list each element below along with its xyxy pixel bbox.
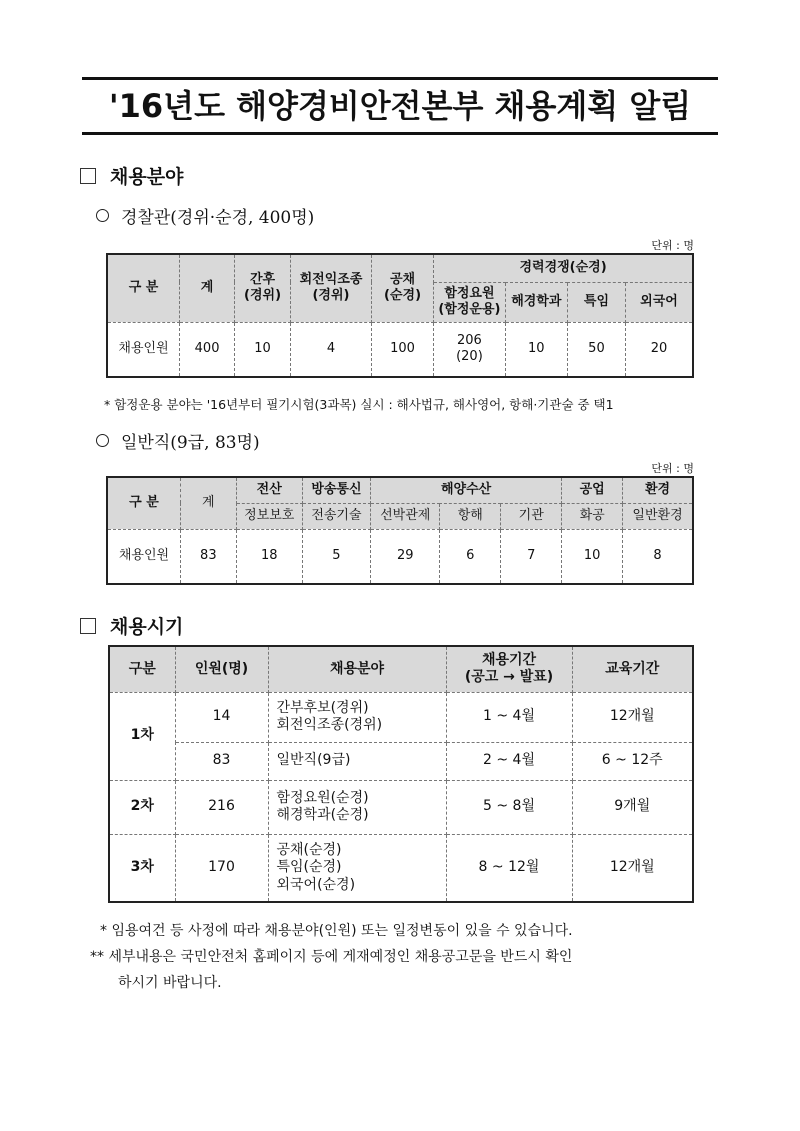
cell-period: 5 ~ 8월: [446, 780, 572, 834]
cell-fields: 일반직(9급): [268, 742, 446, 780]
cell-training: 12개월: [572, 692, 693, 742]
checkbox-square-icon: [80, 618, 96, 634]
title-bottom-rule: [82, 132, 718, 135]
cell-period: 2 ~ 4월: [446, 742, 572, 780]
table-row: [109, 834, 693, 902]
row-label: 채용인원: [107, 322, 180, 377]
row-label: 채용인원: [107, 529, 181, 584]
header-training: 교육기간: [572, 646, 693, 692]
cell-period: 8 ~ 12월: [446, 834, 572, 902]
header-field: 채용분야: [268, 646, 446, 692]
header-sub: 일반환경: [623, 503, 693, 529]
footnote-details-line1: ** 세부내용은 국민안전처 홈페이지 등에 게재예정인 채용공고문을 반드시 확인: [90, 949, 573, 965]
header-pilot: 회전익조종 (경위): [291, 254, 372, 322]
header-total: 계: [180, 254, 235, 322]
header-total: 계: [181, 477, 237, 529]
circle-bullet-icon: [96, 434, 109, 447]
cell-value: 29: [371, 529, 440, 584]
header-maritime-dept: 해경학과: [505, 282, 567, 322]
header-group-broadcast: 방송통신: [302, 477, 370, 503]
cell-round: 1차: [109, 692, 175, 780]
table-row: [109, 692, 693, 742]
header-sub: 전송기술: [302, 503, 370, 529]
cell-period: 1 ~ 4월: [446, 692, 572, 742]
cell-round: 2차: [109, 780, 175, 834]
cell-value: 6: [440, 529, 501, 584]
cell-training: 12개월: [572, 834, 693, 902]
section-heading-recruit-timing: [80, 612, 183, 639]
police-footnote: * 함정운용 분야는 '16년부터 필기시험(3과목) 실시 : 해사법규, 해사영어, 항해·기관술 중 택1: [104, 397, 614, 412]
cell-people: 14: [175, 692, 268, 742]
header-sub: 화공: [562, 503, 623, 529]
header-sub: 선박관제: [371, 503, 440, 529]
cell-maritime-dept: 10: [505, 322, 567, 377]
header-sub: 항해: [440, 503, 501, 529]
table-row: [107, 529, 693, 584]
cell-training: 9개월: [572, 780, 693, 834]
cell-pilot: 4: [291, 322, 372, 377]
page-title: '16년도 해양경비안전본부 채용계획 알림: [108, 87, 692, 125]
header-group-it: 전산: [236, 477, 302, 503]
table-row: [109, 742, 693, 780]
header-round: 구분: [109, 646, 175, 692]
cell-people: 170: [175, 834, 268, 902]
subheading-police: [96, 203, 314, 228]
cell-total: 400: [180, 322, 235, 377]
recruit-schedule-table: [108, 645, 694, 903]
header-nurse: 간후 (경위): [235, 254, 291, 322]
title-top-rule: [82, 77, 718, 80]
checkbox-square-icon: [80, 168, 96, 184]
header-special: 특임: [567, 282, 625, 322]
cell-fields: 공채(순경) 특임(순경) 외국어(순경): [268, 834, 446, 902]
section-heading-text: 채용시기: [110, 616, 184, 638]
police-recruit-table: [106, 253, 694, 378]
cell-language: 20: [625, 322, 693, 377]
cell-people: 83: [175, 742, 268, 780]
header-group-environment: 환경: [623, 477, 693, 503]
cell-fields: 함정요원(순경) 해경학과(순경): [268, 780, 446, 834]
unit-label: 단위 : 명: [651, 462, 694, 475]
table-row: [107, 322, 693, 377]
unit-label: 단위 : 명: [651, 239, 694, 252]
cell-people: 216: [175, 780, 268, 834]
cell-value: 18: [236, 529, 302, 584]
header-career-group: 경력경쟁(순경): [434, 254, 693, 282]
cell-ship: 206 (20): [434, 322, 506, 377]
cell-value: 10: [562, 529, 623, 584]
cell-open: 100: [371, 322, 433, 377]
section-heading-recruit-fields: [80, 162, 183, 189]
header-sub: 기관: [501, 503, 562, 529]
cell-nurse: 10: [235, 322, 291, 377]
cell-training: 6 ~ 12주: [572, 742, 693, 780]
header-open: 공채 (순경): [371, 254, 433, 322]
header-ship: 함정요원 (함정운용): [434, 282, 506, 322]
header-sub: 정보보호: [236, 503, 302, 529]
cell-value: 5: [302, 529, 370, 584]
circle-bullet-icon: [96, 209, 109, 222]
header-language: 외국어: [625, 282, 693, 322]
cell-total: 83: [181, 529, 237, 584]
general-recruit-table: [106, 476, 694, 585]
cell-round: 3차: [109, 834, 175, 902]
subheading-general: [96, 428, 260, 453]
footnote-details-line2: 하시기 바랍니다.: [118, 975, 222, 991]
cell-value: 7: [501, 529, 562, 584]
header-group-maritime: 해양수산: [371, 477, 562, 503]
section-heading-text: 채용분야: [110, 166, 184, 188]
cell-fields: 간부후보(경위) 회전익조종(경위): [268, 692, 446, 742]
header-group-industry: 공업: [562, 477, 623, 503]
header-period: 채용기간 (공고 → 발표): [446, 646, 572, 692]
header-people: 인원(명): [175, 646, 268, 692]
footnote-schedule-change: * 임용여건 등 사정에 따라 채용분야(인원) 또는 일정변동이 있을 수 있습니다.: [100, 923, 573, 939]
table-row: [109, 780, 693, 834]
header-category: 구 분: [107, 254, 180, 322]
subheading-text: 일반직(9급, 83명): [121, 433, 260, 453]
cell-value: 8: [623, 529, 693, 584]
subheading-text: 경찰관(경위·순경, 400명): [121, 208, 315, 228]
header-category: 구 분: [107, 477, 181, 529]
cell-special: 50: [567, 322, 625, 377]
